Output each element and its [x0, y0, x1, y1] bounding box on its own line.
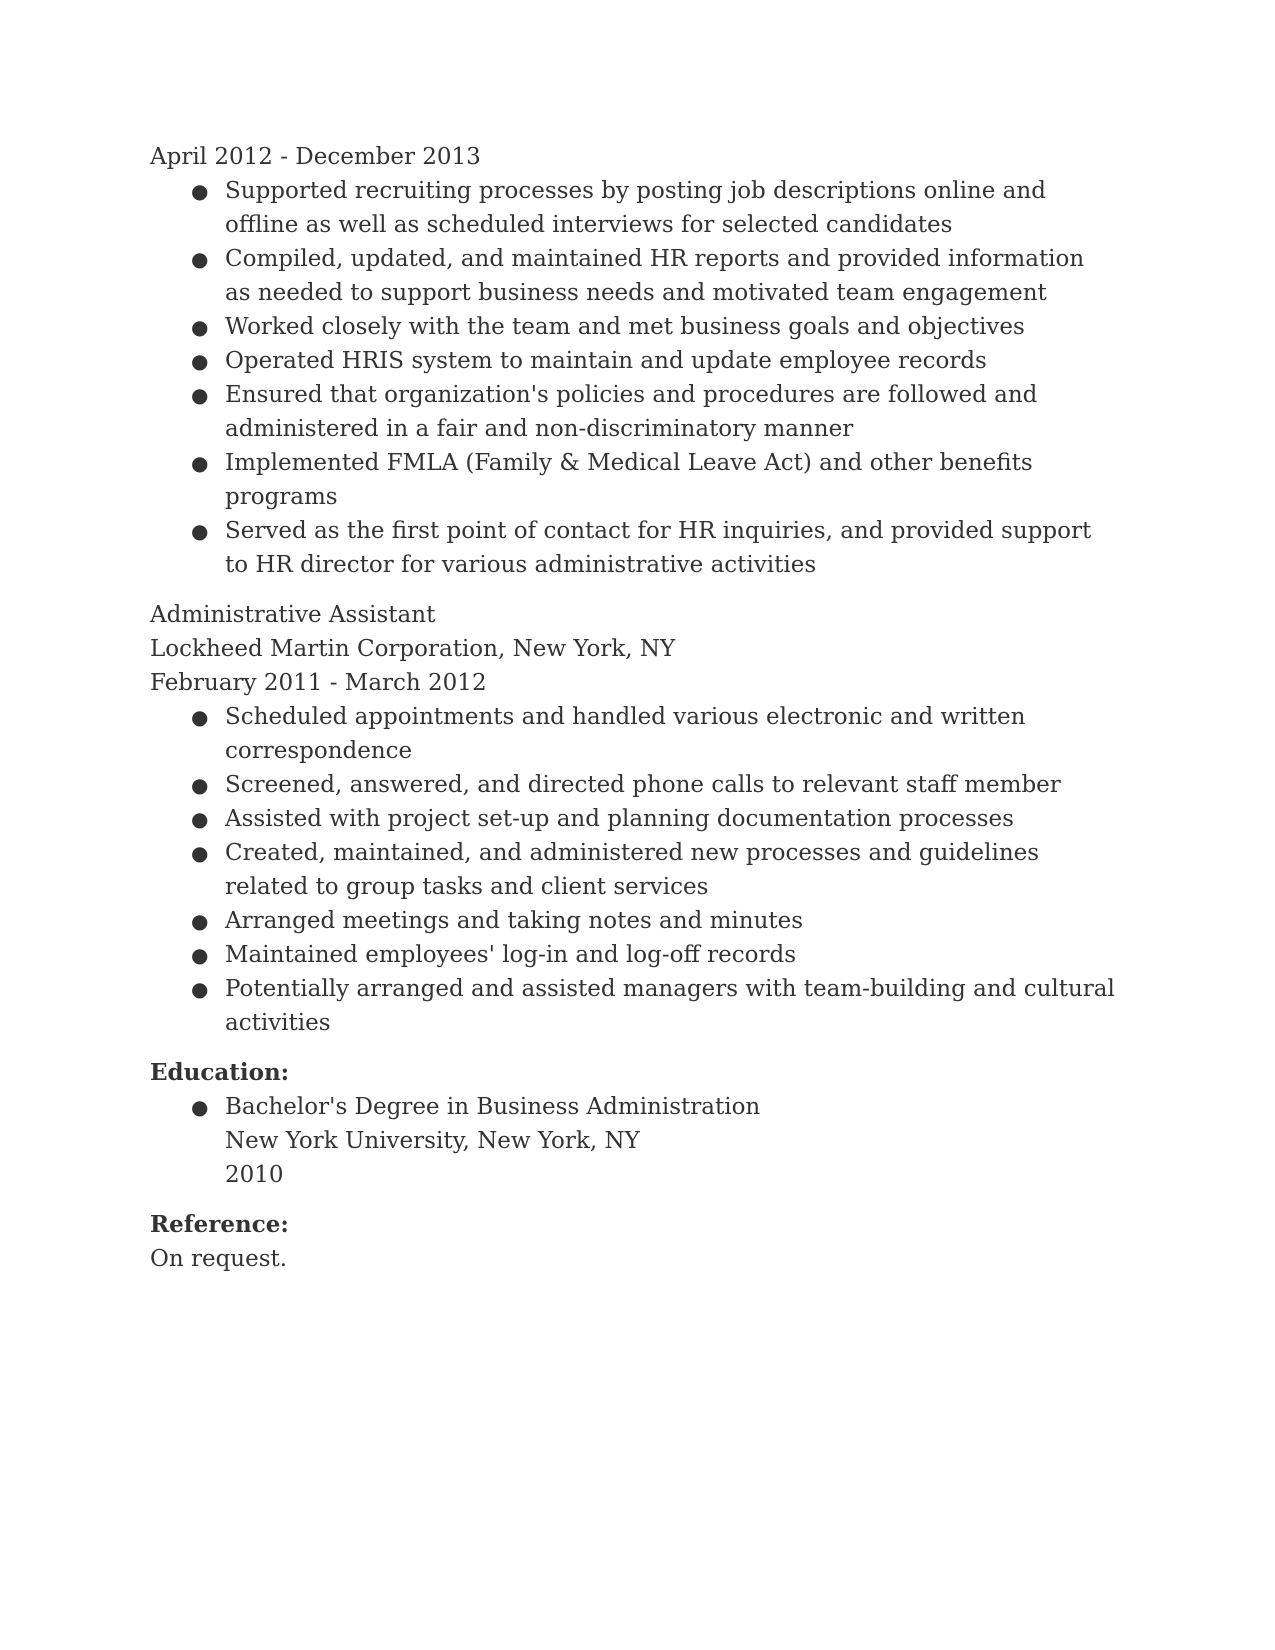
list-item: ● Assisted with project set-up and planning documentation processes: [225, 802, 1115, 836]
reference-text: On request.: [150, 1246, 288, 1272]
list-item: ● Screened, answered, and directed phone calls to relevant staff member: [225, 768, 1115, 802]
bullet-icon: ●: [191, 349, 209, 373]
list-item: ● Implemented FMLA (Family & Medical Leave Act) and other benefits programs: [225, 446, 1115, 514]
bullet-icon: ●: [191, 807, 209, 831]
school: New York University, New York, NY: [225, 1128, 640, 1154]
job-title: Administrative Assistant: [150, 602, 436, 628]
job-entry-admin-assistant: [150, 598, 1115, 1040]
bullet-icon: ●: [191, 909, 209, 933]
job-duties-list: [150, 174, 1115, 582]
job-dates: February 2011 - March 2012: [150, 670, 487, 696]
job-dates: April 2012 - December 2013: [150, 144, 481, 170]
list-item: ● Maintained employees' log-in and log-off records: [225, 938, 1115, 972]
bullet-icon: ●: [191, 451, 209, 475]
bullet-icon: ●: [191, 977, 209, 1001]
bullet-icon: ●: [191, 247, 209, 271]
bullet-icon: ●: [191, 179, 209, 203]
education-heading: Education:: [150, 1059, 290, 1086]
list-item: ● Worked closely with the team and met business goals and objectives: [225, 310, 1115, 344]
bullet-icon: ●: [191, 1095, 209, 1119]
bullet-icon: ●: [191, 705, 209, 729]
list-item: ● Operated HRIS system to maintain and update employee records: [225, 344, 1115, 378]
bullet-icon: ●: [191, 315, 209, 339]
degree: Bachelor's Degree in Business Administration: [225, 1094, 761, 1120]
list-item: ● Served as the first point of contact for HR inquiries, and provided support to HR director for various administrative activities: [225, 514, 1115, 582]
list-item: ● Arranged meetings and taking notes and minutes: [225, 904, 1115, 938]
list-item: ● Compiled, updated, and maintained HR reports and provided information as needed to support business needs and motivated team engagement: [225, 242, 1115, 310]
education-section: [150, 1056, 1115, 1192]
list-item: ● Supported recruiting processes by posting job descriptions online and offline as well as scheduled interviews for selected candidates: [225, 174, 1115, 242]
bullet-icon: ●: [191, 383, 209, 407]
education-list: [150, 1090, 1115, 1192]
list-item: [191, 1090, 1115, 1192]
list-item: ● Scheduled appointments and handled various electronic and written correspondence: [225, 700, 1115, 768]
job-company: Lockheed Martin Corporation, New York, NY: [150, 636, 676, 662]
bullet-icon: ●: [191, 841, 209, 865]
bullet-icon: ●: [191, 519, 209, 543]
graduation-year: 2010: [225, 1162, 284, 1188]
job-entry-hr: [150, 140, 1115, 582]
bullet-icon: ●: [191, 773, 209, 797]
list-item: ● Potentially arranged and assisted managers with team-building and cultural activities: [225, 972, 1115, 1040]
list-item: ● Created, maintained, and administered new processes and guidelines related to group tasks and client services: [225, 836, 1115, 904]
list-item: ● Ensured that organization's policies and procedures are followed and administered in a fair and non-discriminatory manner: [225, 378, 1115, 446]
job-duties-list: [150, 700, 1115, 1040]
reference-heading: Reference:: [150, 1211, 289, 1238]
reference-section: [150, 1208, 1115, 1276]
bullet-icon: ●: [191, 943, 209, 967]
